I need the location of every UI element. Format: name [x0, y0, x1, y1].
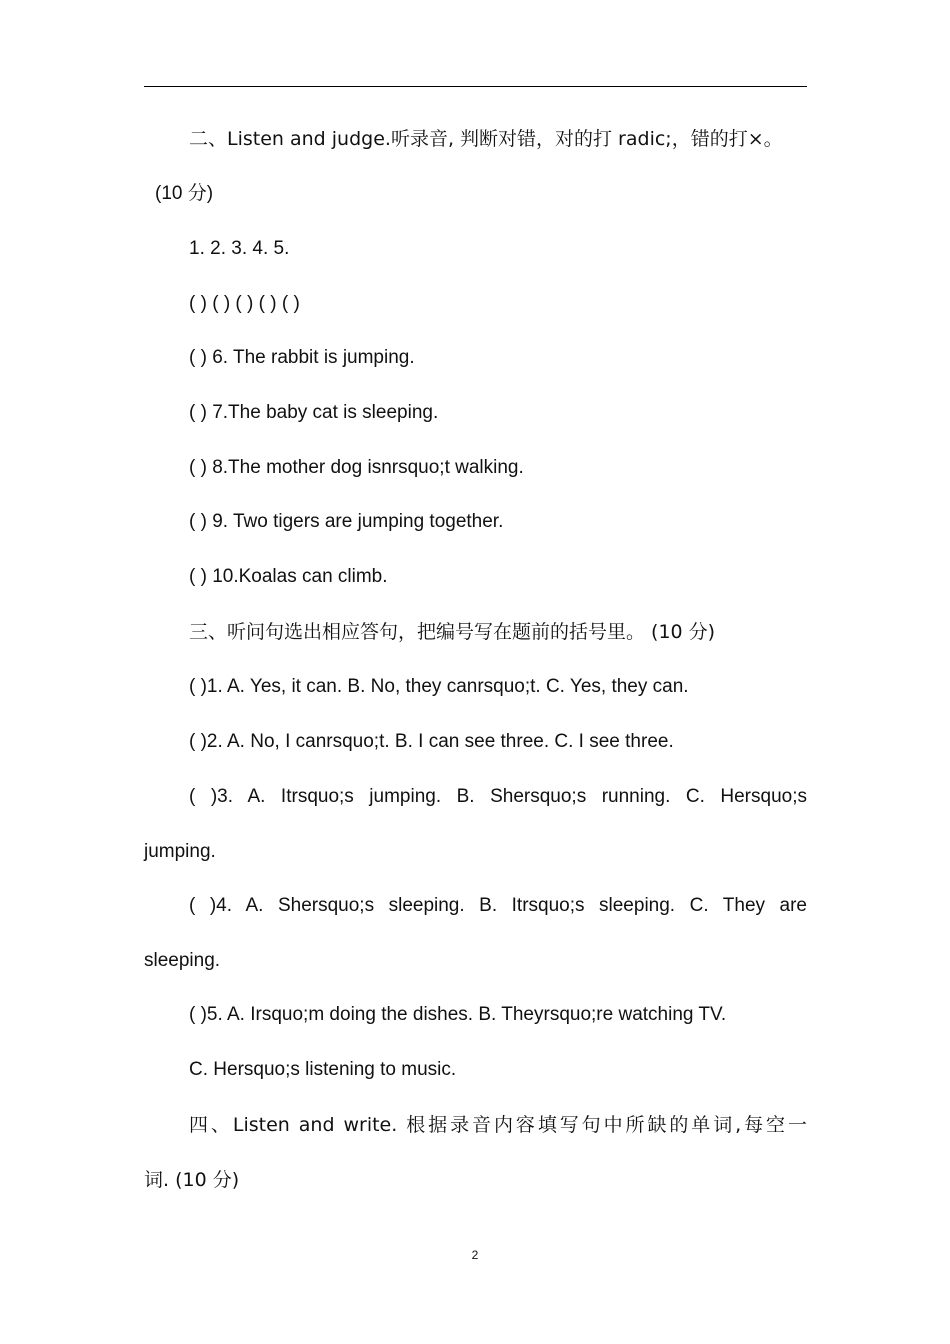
section-3-question-3-continued: jumping. — [144, 841, 216, 862]
question-6: ( ) 6. The rabbit is jumping. — [189, 347, 415, 368]
section-3-heading: 三、听问句选出相应答句，把编号写在题前的括号里。 (10 分) — [189, 621, 716, 643]
question-8: ( ) 8.The mother dog isnrsquo;t walking. — [189, 457, 524, 478]
section-4-heading: 四、Listen and write. 根据录音内容填写句中所缺的单词,每空一 — [189, 1114, 807, 1136]
section-3-question-4: ( )4. A. Shersquo;s sleeping. B. Itrsquo;s sleeping. C. They are — [189, 895, 807, 916]
section-2-score: (10 分) — [155, 183, 214, 204]
section-4-heading-continued: 词. (10 分) — [144, 1169, 240, 1191]
picture-answer-brackets: ( ) ( ) ( ) ( ) ( ) — [189, 293, 300, 314]
section-3-question-2: ( )2. A. No, I canrsquo;t. B. I can see three. C. I see three. — [189, 731, 674, 752]
section-3-question-4-continued: sleeping. — [144, 950, 221, 971]
page-number: 2 — [471, 1248, 479, 1262]
section-2-heading: 二、Listen and judge.听录音, 判断对错，对的打 radic;，错的打×。 — [189, 128, 783, 150]
section-3-question-1: ( )1. A. Yes, it can. B. No, they canrsquo;t. C. Yes, they can. — [189, 676, 689, 697]
question-9: ( ) 9. Two tigers are jumping together. — [189, 511, 504, 532]
section-3-question-3: ( )3. A. Itrsquo;s jumping. B. Shersquo;s running. C. Hersquo;s — [189, 786, 807, 807]
question-10: ( ) 10.Koalas can climb. — [189, 566, 388, 587]
section-3-question-5: ( )5. A. Irsquo;m doing the dishes. B. Theyrsquo;re watching TV. — [189, 1004, 727, 1025]
question-7: ( ) 7.The baby cat is sleeping. — [189, 402, 439, 423]
section-3-question-5-option-c: C. Hersquo;s listening to music. — [189, 1059, 457, 1080]
picture-question-numbers: 1. 2. 3. 4. 5. — [189, 238, 290, 259]
header-rule — [144, 86, 807, 87]
